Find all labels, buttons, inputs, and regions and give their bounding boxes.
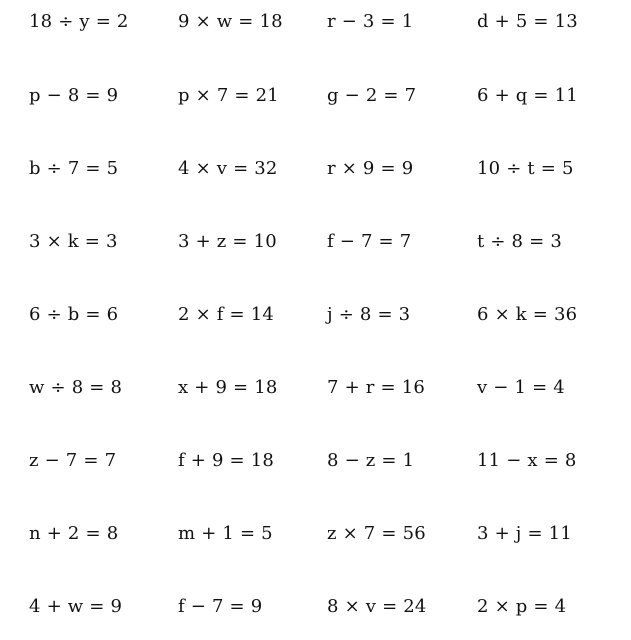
equation-row-6	[0, 373, 631, 403]
equation: 10 ÷ t = 5	[477, 158, 574, 179]
equation: 6 × k = 36	[477, 304, 578, 325]
equation-row-3	[0, 154, 631, 184]
equation: 4 + w = 9	[29, 596, 123, 617]
equation: 4 × v = 32	[178, 158, 278, 179]
equation: f − 7 = 7	[327, 231, 412, 252]
equation-row-2	[0, 81, 631, 111]
equation-row-8	[0, 519, 631, 549]
equation: p − 8 = 9	[29, 85, 119, 106]
equation: 9 × w = 18	[178, 11, 283, 32]
equation: 18 ÷ y = 2	[29, 11, 129, 32]
equation-row-5	[0, 300, 631, 330]
equation: 6 + q = 11	[477, 85, 578, 106]
equation: p × 7 = 21	[178, 85, 279, 106]
equation: t ÷ 8 = 3	[477, 231, 562, 252]
equation: b ÷ 7 = 5	[29, 158, 119, 179]
equation: j ÷ 8 = 3	[327, 304, 411, 325]
equation: r − 3 = 1	[327, 11, 414, 32]
equation-row-1	[0, 7, 631, 37]
equation: 11 − x = 8	[477, 450, 577, 471]
equation: g − 2 = 7	[327, 85, 417, 106]
equation: 2 × f = 14	[178, 304, 275, 325]
equation: 3 + z = 10	[178, 231, 277, 252]
equation-row-9	[0, 592, 631, 622]
equation: n + 2 = 8	[29, 523, 119, 544]
equation: 3 × k = 3	[29, 231, 118, 252]
equation: z × 7 = 56	[327, 523, 426, 544]
equation: 8 − z = 1	[327, 450, 415, 471]
equation: m + 1 = 5	[178, 523, 273, 544]
equation: 2 × p = 4	[477, 596, 567, 617]
equation-row-4	[0, 227, 631, 257]
equation: z − 7 = 7	[29, 450, 117, 471]
equation: v − 1 = 4	[477, 377, 565, 398]
equation: r × 9 = 9	[327, 158, 414, 179]
equation: f + 9 = 18	[178, 450, 275, 471]
equation: 3 + j = 11	[477, 523, 572, 544]
equation-row-7	[0, 446, 631, 476]
equation: w ÷ 8 = 8	[29, 377, 123, 398]
equation: 7 + r = 16	[327, 377, 426, 398]
equation: x + 9 = 18	[178, 377, 278, 398]
equation: 6 ÷ b = 6	[29, 304, 119, 325]
equation: d + 5 = 13	[477, 11, 578, 32]
equation: 8 × v = 24	[327, 596, 427, 617]
equation: f − 7 = 9	[178, 596, 263, 617]
